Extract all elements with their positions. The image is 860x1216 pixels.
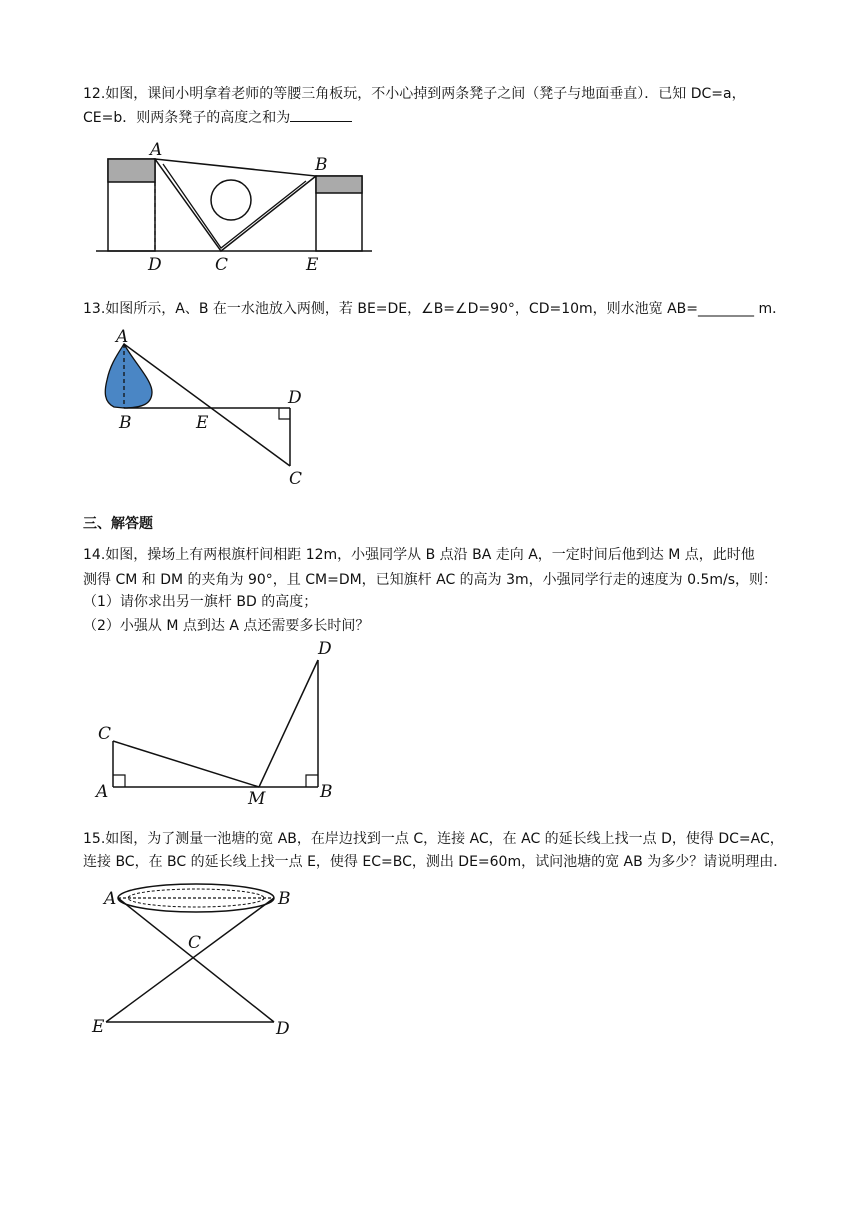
label-m: M [248,789,266,809]
label-d: D [288,388,302,408]
label-b: B [119,413,132,433]
label-e: E [196,413,209,433]
label-c: C [98,724,112,744]
q14-sub1: （1）请你求出另一旗杆 BD 的高度； [83,594,318,610]
label-d: D [318,639,332,659]
line-ad [118,898,274,1022]
label-c: C [215,255,229,275]
line-be [106,898,274,1022]
label-c: C [289,469,303,489]
q15-text-line1: 15.如图，为了测量一池塘的宽 AB，在岸边找到一点 C，连接 AC，在 AC 的延长线上找一点 D，使得 DC=AC， [83,831,784,847]
label-d: D [148,255,162,275]
q15-text-line2: 连接 BC，在 BC 的延长线上找一点 E，使得 EC=BC，测出 DE=60m，试问池塘的宽 AB 为多少？请说明理由． [83,854,788,870]
label-b: B [315,155,328,175]
q12-text-line2-content: CE=b．则两条凳子的高度之和为 [83,110,291,126]
q14-sub2: （2）小强从 M 点到达 A 点还需要多长时间？ [83,618,370,634]
section-title: 三、解答题 [83,516,153,532]
q14-text-line2: 测得 CM 和 DM 的夹角为 90°，且 CM=DM，已知旗杆 AC 的高为 3m，小强同学行走的速度为 0.5m/s，则： [83,572,778,588]
label-a: A [96,782,109,802]
label-d: D [276,1019,290,1039]
label-b: B [278,889,291,909]
label-a: A [104,889,117,909]
label-c: C [188,933,202,953]
label-b: B [320,782,333,802]
q14-text-line1: 14.如图，操场上有两根旗杆间相距 12m，小强同学从 B 点沿 BA 走向 A，一定时间后他到达 M 点，此时他 [83,547,755,563]
q12-text-line1: 12.如图，课间小明拿着老师的等腰三角板玩，不小心掉到两条凳子之间（凳子与地面垂直）．已知 DC=a， [83,86,746,102]
label-a: A [150,140,163,160]
label-e: E [92,1017,105,1037]
label-a: A [116,327,129,347]
label-e: E [306,255,319,275]
q13-text-line1: 13.如图所示，A、B 在一水池放入两侧，若 BE=DE，∠B=∠D=90°，CD=10m，则水池宽 AB=________ m． [83,301,787,317]
